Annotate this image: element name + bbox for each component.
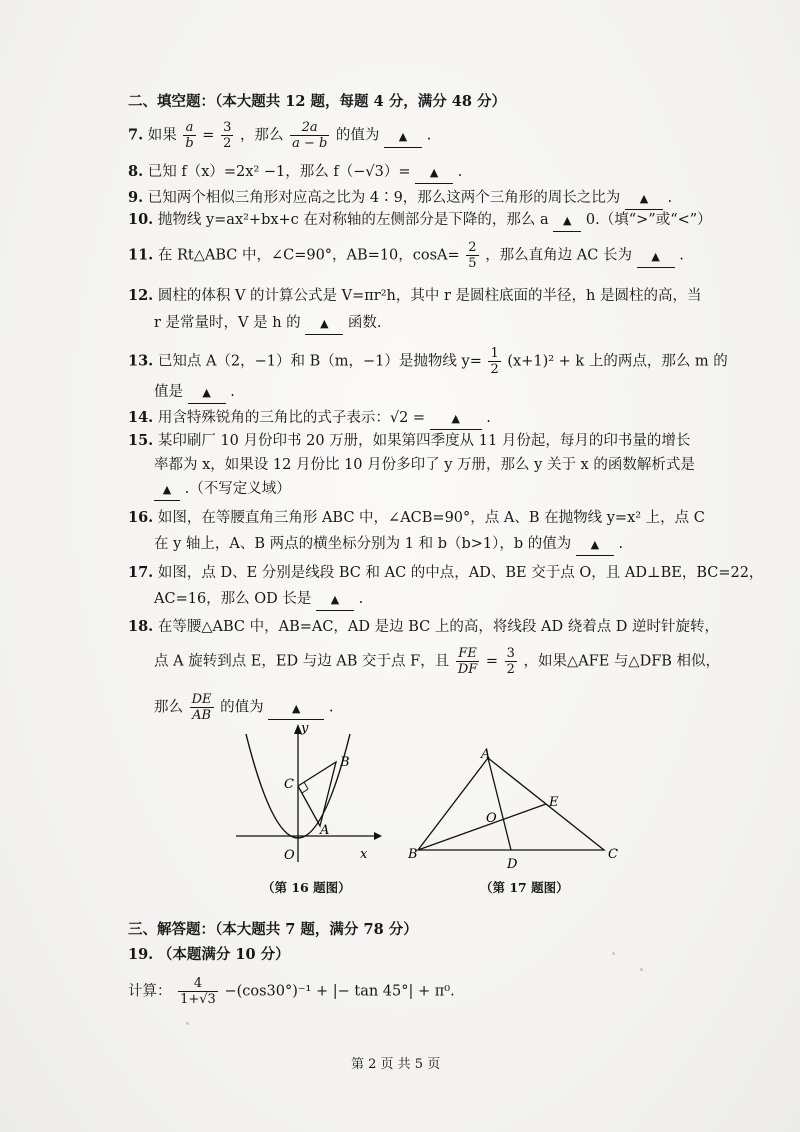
question-13-line-1 <box>128 346 728 377</box>
denominator: 2 <box>490 362 499 377</box>
question-number: 14. <box>128 409 154 426</box>
question-text: 的值为 <box>220 699 264 716</box>
answer-blank[interactable]: ▲ <box>415 163 453 184</box>
question-text: 已知点 A（2，−1）和 B（m，−1）是抛物线 y= <box>157 353 482 370</box>
answer-blank[interactable]: ▲ <box>188 383 226 404</box>
segment-ad <box>488 758 511 850</box>
numerator: DE <box>191 692 212 707</box>
question-text: .（不写定义域） <box>184 481 291 497</box>
question-text: 用含特殊锐角的三角比的式子表示：√2 = <box>157 410 426 426</box>
fraction <box>466 240 478 271</box>
question-text: 某印刷厂 10 月份印书 20 万册，如果第四季度从 11 月份起，每月的印书量的增长 <box>157 433 691 449</box>
question-text: . <box>457 164 463 180</box>
question-number: 13. <box>128 352 154 370</box>
label-x: x <box>360 847 368 862</box>
denominator: DF <box>457 662 478 677</box>
section-3-header: 三、解答题：（本大题共 7 题，满分 78 分） <box>128 921 418 938</box>
question-number: 7. <box>128 126 144 144</box>
question-text: 在 y 轴上，A、B 两点的横坐标分别为 1 和 b（b>1），b 的值为 <box>154 536 572 552</box>
question-13-line-2 <box>154 382 235 404</box>
question-text: 函数. <box>347 315 382 331</box>
numerator: 3 <box>223 120 232 135</box>
page-footer: 第 2 页 共 5 页 <box>351 1057 441 1072</box>
question-text: r 是常量时，V 是 h 的 <box>154 315 301 331</box>
numerator: 2a <box>290 120 329 136</box>
question-text: . <box>618 536 624 552</box>
question-text: 如果 <box>147 127 177 144</box>
answer-blank[interactable]: ▲ <box>576 535 614 556</box>
question-18-line-3 <box>154 692 333 723</box>
label-o: O <box>486 811 497 826</box>
question-text: (x+1)² + k 上的两点，那么 m 的 <box>507 353 728 370</box>
question-number: 12. <box>128 287 154 304</box>
answer-blank[interactable]: ▲ <box>305 314 343 335</box>
label-e: E <box>549 795 559 810</box>
question-score: （本题满分 10 分） <box>157 946 290 963</box>
figure-17-caption: （第 17 题图） <box>480 880 569 895</box>
question-15-line-1 <box>128 431 690 451</box>
question-11 <box>128 240 684 271</box>
question-text: 那么 <box>154 699 183 716</box>
question-text: . <box>426 127 432 144</box>
question-14 <box>128 408 491 430</box>
label-b: B <box>408 847 418 862</box>
scan-speck <box>640 968 643 971</box>
question-18-line-1 <box>128 617 719 637</box>
fraction <box>221 120 233 151</box>
question-text: 如图，在等腰直角三角形 ABC 中，∠ACB=90°，点 A、B 在抛物线 y=x² 上，点 C <box>157 510 705 526</box>
figure-17 <box>408 748 628 870</box>
x-axis-arrow <box>374 832 382 840</box>
question-text: . <box>328 699 334 716</box>
question-10 <box>128 210 712 232</box>
denominator: 5 <box>468 256 477 271</box>
figure-16-diagram <box>228 720 388 870</box>
answer-blank[interactable]: ▲ <box>384 127 422 148</box>
question-text: 如图，点 D、E 分别是线段 BC 和 AC 的中点，AD、BE 交于点 O，且 AD⊥BE，BC=22， <box>157 565 764 581</box>
segment-be <box>418 804 546 850</box>
answer-blank[interactable]: ▲ <box>430 409 482 430</box>
denominator: 1+√3 <box>180 992 216 1007</box>
scan-speck <box>612 952 615 955</box>
denominator: AB <box>192 708 212 723</box>
question-15-line-3 <box>154 479 291 501</box>
figure-16-caption: （第 16 题图） <box>262 880 351 895</box>
question-16-line-1 <box>128 508 705 528</box>
answer-blank[interactable]: ▲ <box>268 699 324 720</box>
question-text: 计算： <box>128 983 172 1000</box>
equals-sign: = <box>485 653 499 670</box>
question-number: 15. <box>128 432 154 449</box>
question-number: 16. <box>128 509 154 526</box>
question-17-line-1 <box>128 563 763 583</box>
question-19-title <box>128 945 290 965</box>
question-12-line-1 <box>128 286 701 306</box>
fraction <box>290 120 329 151</box>
question-number: 9. <box>128 189 144 206</box>
question-8 <box>128 162 462 184</box>
question-text: 在 Rt△ABC 中，∠C=90°，AB=10，cosA= <box>157 247 460 264</box>
question-text: ，那么 <box>239 127 284 144</box>
question-number: 8. <box>128 163 144 180</box>
figure-17-diagram <box>408 748 628 870</box>
question-text: . <box>358 591 364 607</box>
question-17-line-2 <box>154 589 363 611</box>
denominator: 2 <box>223 136 232 151</box>
question-7 <box>128 120 431 151</box>
numerator: 4 <box>178 976 218 992</box>
fraction <box>190 692 214 723</box>
question-number: 18. <box>128 618 154 635</box>
question-text: AC=16，那么 OD 长是 <box>154 591 312 607</box>
question-18-line-2 <box>154 646 720 677</box>
question-15-line-2: 率都为 x，如果设 12 月份比 10 月份多印了 y 万册，那么 y 关于 x 的函数解析式是 <box>154 457 695 473</box>
equals-sign: = <box>202 127 215 144</box>
label-c: C <box>284 777 294 792</box>
question-text: 的值为 <box>335 127 380 144</box>
label-d: D <box>507 857 518 870</box>
question-number: 11. <box>128 246 154 264</box>
question-text: 值是 <box>154 384 183 400</box>
question-19-expression <box>128 976 455 1007</box>
question-text: 在等腰△ABC 中，AB=AC，AD 是边 BC 上的高，将线段 AD 绕着点 D 逆时针旋转， <box>157 619 720 635</box>
question-text: 0.（填“>”或“<”） <box>585 212 712 228</box>
question-16-line-2 <box>154 534 623 556</box>
label-b: B <box>340 755 350 770</box>
question-text: . <box>667 190 673 206</box>
answer-blank[interactable]: ▲ <box>316 590 354 611</box>
question-9 <box>128 188 672 210</box>
question-text: ，那么直角边 AC 长为 <box>485 247 632 264</box>
numerator: 1 <box>490 346 499 361</box>
question-number: 10. <box>128 211 154 228</box>
label-o: O <box>284 848 295 863</box>
denominator: a − b <box>292 136 328 151</box>
section-2-header: 二、填空题：（本大题共 12 题，每题 4 分，满分 48 分） <box>128 93 506 110</box>
answer-blank[interactable]: ▲ <box>154 480 180 501</box>
triangle-abc <box>298 762 336 826</box>
fraction <box>178 976 218 1007</box>
numerator: a <box>183 120 195 136</box>
fraction <box>183 120 195 151</box>
fraction <box>488 346 500 377</box>
denominator: b <box>185 136 194 151</box>
question-number: 19. <box>128 946 154 963</box>
answer-blank[interactable]: ▲ <box>553 211 581 232</box>
fraction <box>456 646 479 677</box>
question-text: . <box>230 384 235 400</box>
question-text: . <box>679 247 684 264</box>
question-text: 点 A 旋转到点 E，ED 与边 AB 交于点 F，且 <box>154 653 450 670</box>
question-text: 已知 f（x）=2x² −1，那么 f（−√3）= <box>147 164 411 180</box>
label-y: y <box>301 721 309 736</box>
question-text: . <box>486 410 491 426</box>
question-number: 17. <box>128 564 154 581</box>
figure-16 <box>228 720 388 870</box>
label-a: A <box>320 823 330 838</box>
scan-speck <box>186 1022 189 1025</box>
answer-blank[interactable]: ▲ <box>637 247 675 268</box>
question-text: 抛物线 y=ax²+bx+c 在对称轴的左侧部分是下降的，那么 a <box>157 212 549 228</box>
denominator: 2 <box>506 662 515 677</box>
expression-text: −(cos30°)⁻¹ + |− tan 45°| + π⁰. <box>224 983 455 1000</box>
label-a: A <box>481 748 491 762</box>
numerator: FE <box>456 646 479 662</box>
numerator: 3 <box>506 646 515 661</box>
label-c: C <box>608 847 618 862</box>
answer-blank[interactable]: ▲ <box>625 189 663 210</box>
fraction <box>505 646 517 677</box>
question-12-line-2 <box>154 313 382 335</box>
triangle-abc <box>418 758 604 850</box>
numerator: 2 <box>468 240 477 255</box>
question-text: 圆柱的体积 V 的计算公式是 V=πr²h，其中 r 是圆柱底面的半径，h 是圆柱的高，当 <box>157 288 702 304</box>
question-text: 已知两个相似三角形对应高之比为 4∶9，那么这两个三角形的周长之比为 <box>147 190 621 206</box>
question-text: ，如果△AFE 与△DFB 相似， <box>523 653 721 670</box>
